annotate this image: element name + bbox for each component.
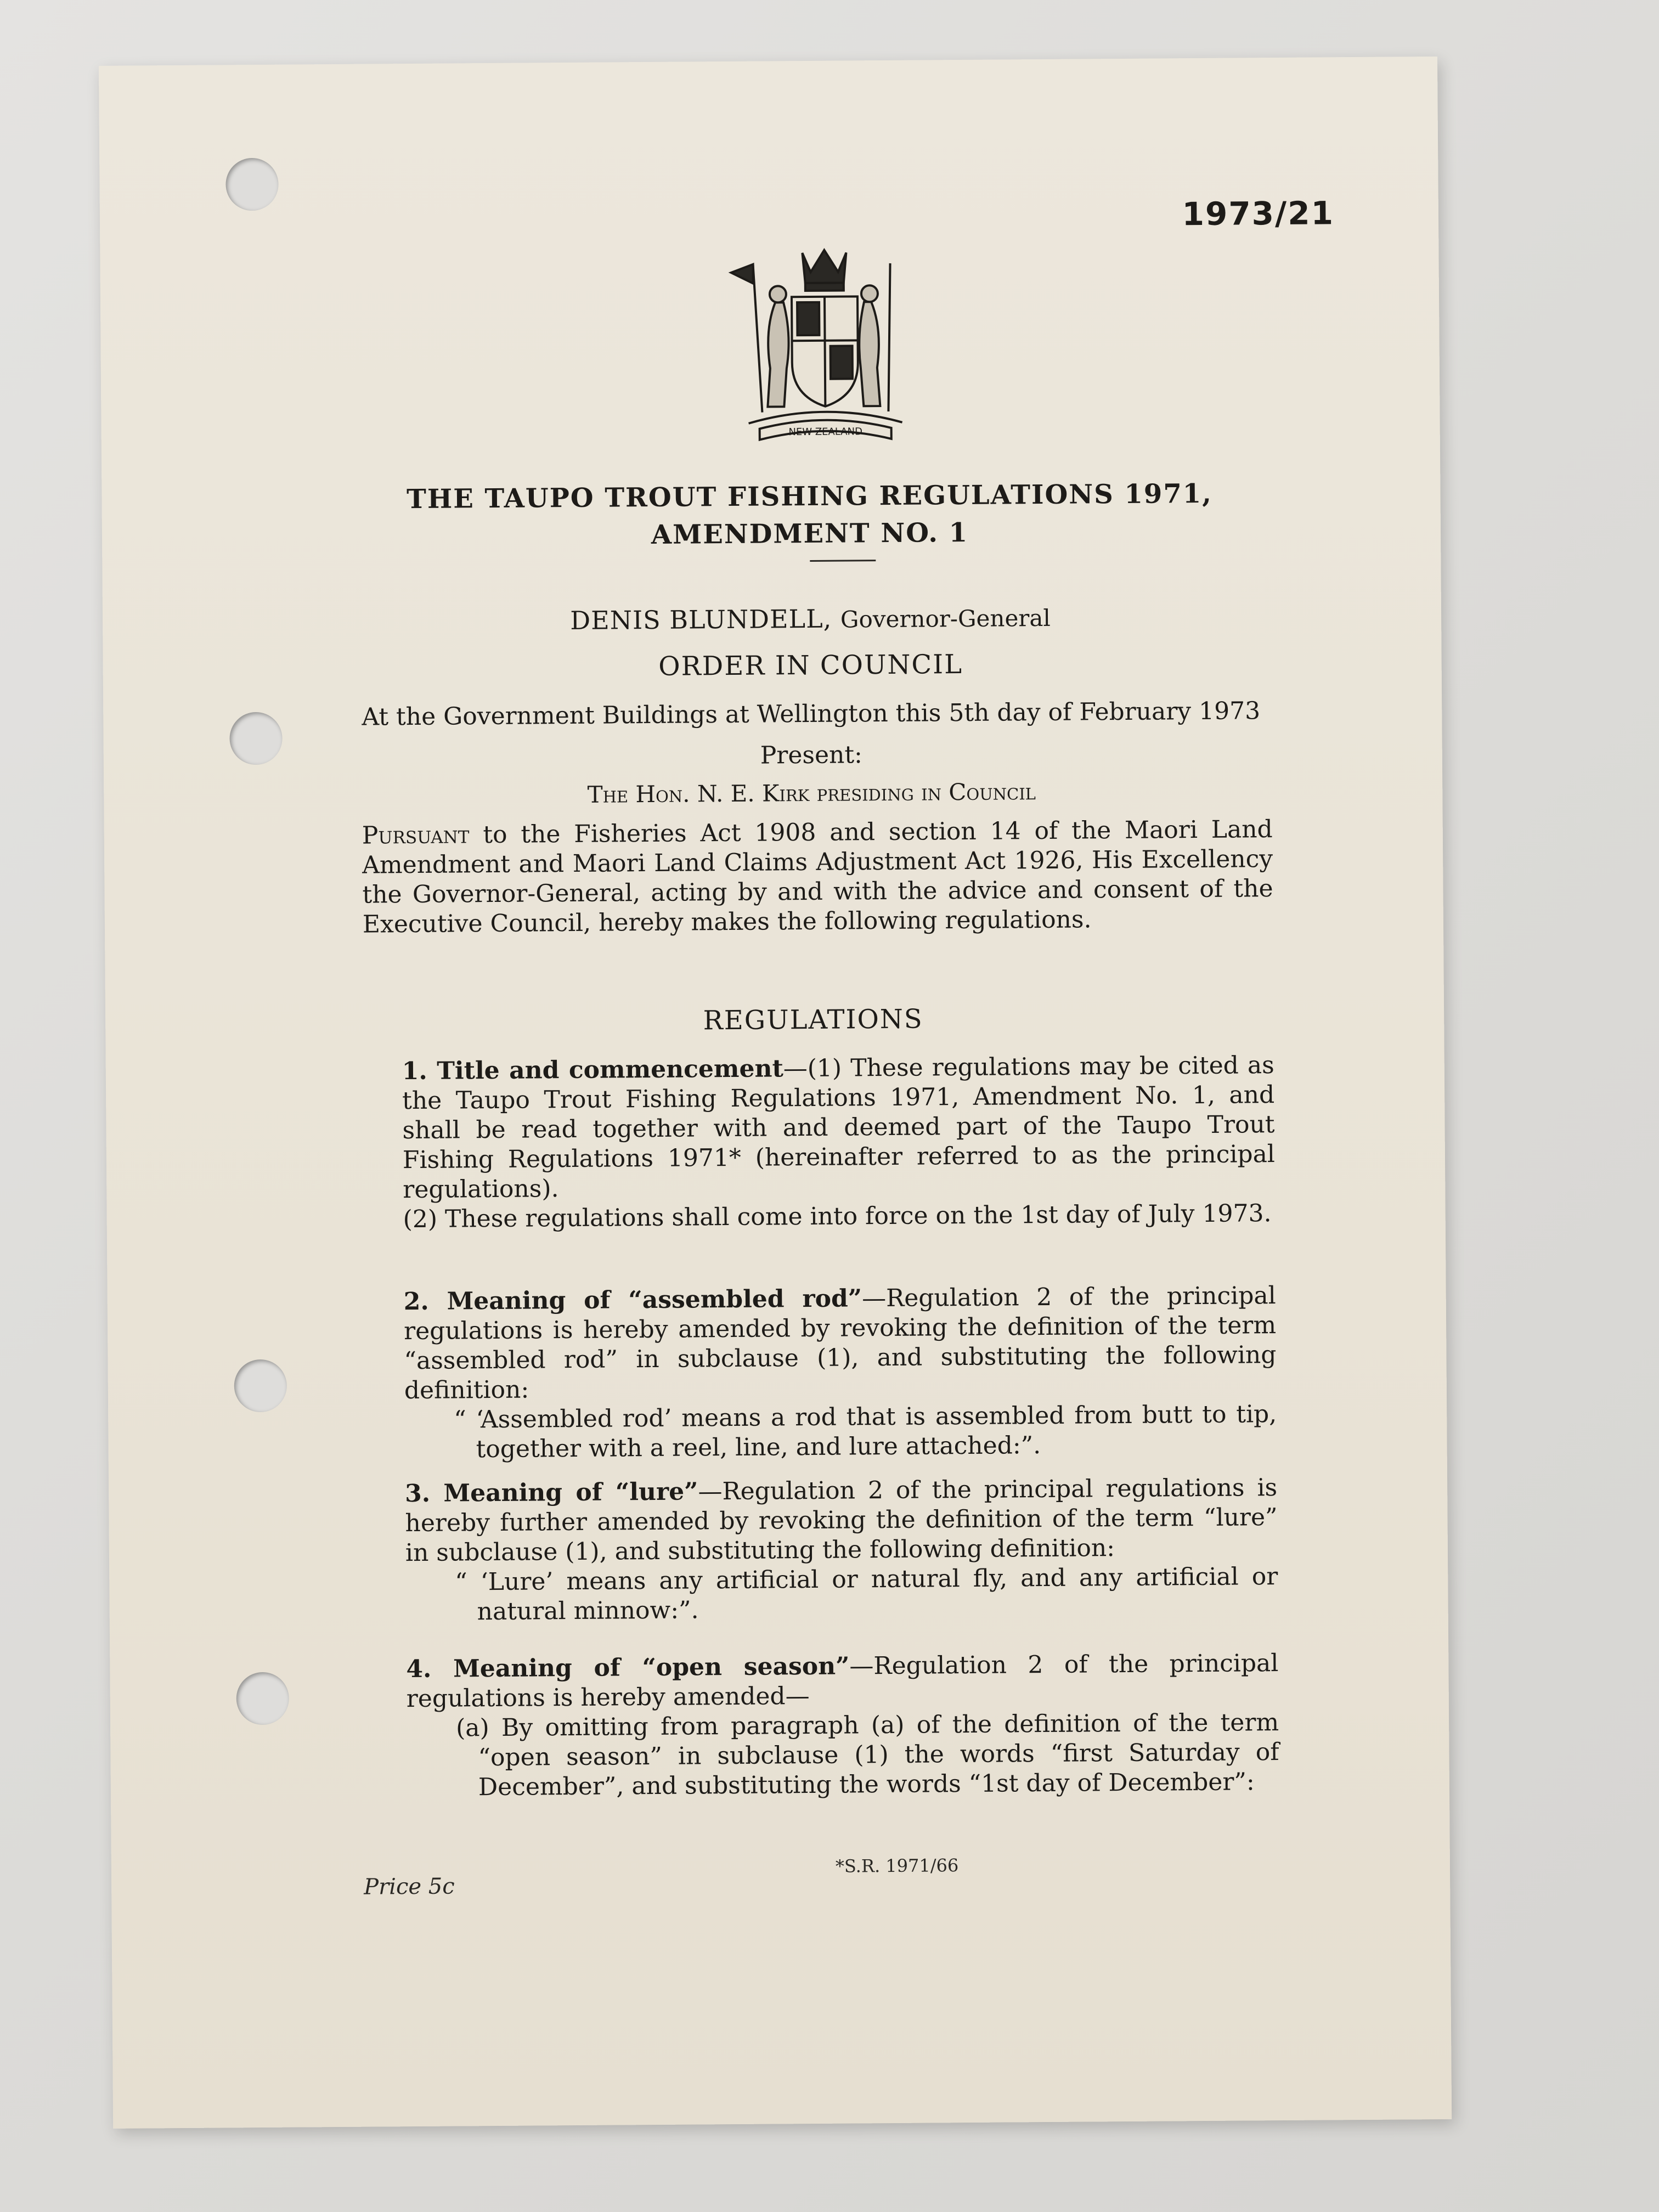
document-reference: 1973/21 xyxy=(1182,194,1335,233)
clause-1: 1. Title and commencement—(1) These regulations may be cited as the Taupo Trout Fishing Regulations 1971, Amendment No. 1, and shall be read together with and deemed part of the Taupo Trout Fishing Regulations 1971* (hereinafter referred to as the principal regulations). (2) These regulations shall come into force on the 1st day of July 1973. xyxy=(402,1051,1276,1234)
coat-of-arms-icon xyxy=(714,241,935,451)
footnote: *S.R. 1971/66 xyxy=(835,1855,959,1877)
presiding-line: The Hon. N. E. Kirk presiding in Council xyxy=(587,778,1036,808)
price-label: Price 5c xyxy=(364,1874,455,1900)
governor-general-line: DENIS BLUNDELL, Governor-General xyxy=(570,603,1051,636)
regulation-title: THE TAUPO TROUT FISHING REGULATIONS 1971, AMENDMENT NO. 1 xyxy=(406,478,1213,550)
pursuant-paragraph: Pursuant to the Fisheries Act 1908 and section 14 of the Maori Land Amendment and Maori Land Claims Adjustment Act 1926, His Excellency the Governor-General, acting by and with the advice and consent of the Executive Council, hereby makes the following regulations. xyxy=(362,815,1273,939)
punch-hole xyxy=(234,1359,287,1413)
punch-hole xyxy=(236,1672,289,1725)
clause-3: 3. Meaning of “lure”—Regulation 2 of the principal regulations is hereby further amended by revoking the definition of the term “lure” in subclause (1), and substituting the following definition: “ ‘Lure’ means any artificial or natural fly, and any artificial or natural minnow:”. xyxy=(405,1474,1278,1626)
crest-banner-text: NEW ZEALAND xyxy=(788,426,862,438)
regulations-heading: REGULATIONS xyxy=(703,1003,923,1036)
clause-2: 2. Meaning of “assembled rod”—Regulation 2 of the principal regulations is hereby amended by revoking the definition of the term “assembled rod” in subclause (1), and substituting the following definition: “ ‘Assembled rod’ means a rod that is assembled from butt to tip, together with a reel, line, and lure attached:”. xyxy=(403,1282,1277,1464)
punch-hole xyxy=(225,158,279,211)
present-line: Present: xyxy=(760,741,863,770)
punch-hole xyxy=(229,712,283,765)
clause-4: 4. Meaning of “open season”—Regulation 2 of the principal regulations is hereby amended— (a) By omitting from paragraph (a) of the definition of the term “open season” in subclause (1) the words “first Saturday of December”, and substituting the words “1st day of December”: xyxy=(406,1649,1279,1802)
order-in-council-heading: ORDER IN COUNCIL xyxy=(658,649,963,682)
document-page xyxy=(99,57,1452,2129)
divider xyxy=(810,560,876,562)
place-date-line: At the Government Buildings at Wellington this 5th day of February 1973 xyxy=(362,697,1261,731)
